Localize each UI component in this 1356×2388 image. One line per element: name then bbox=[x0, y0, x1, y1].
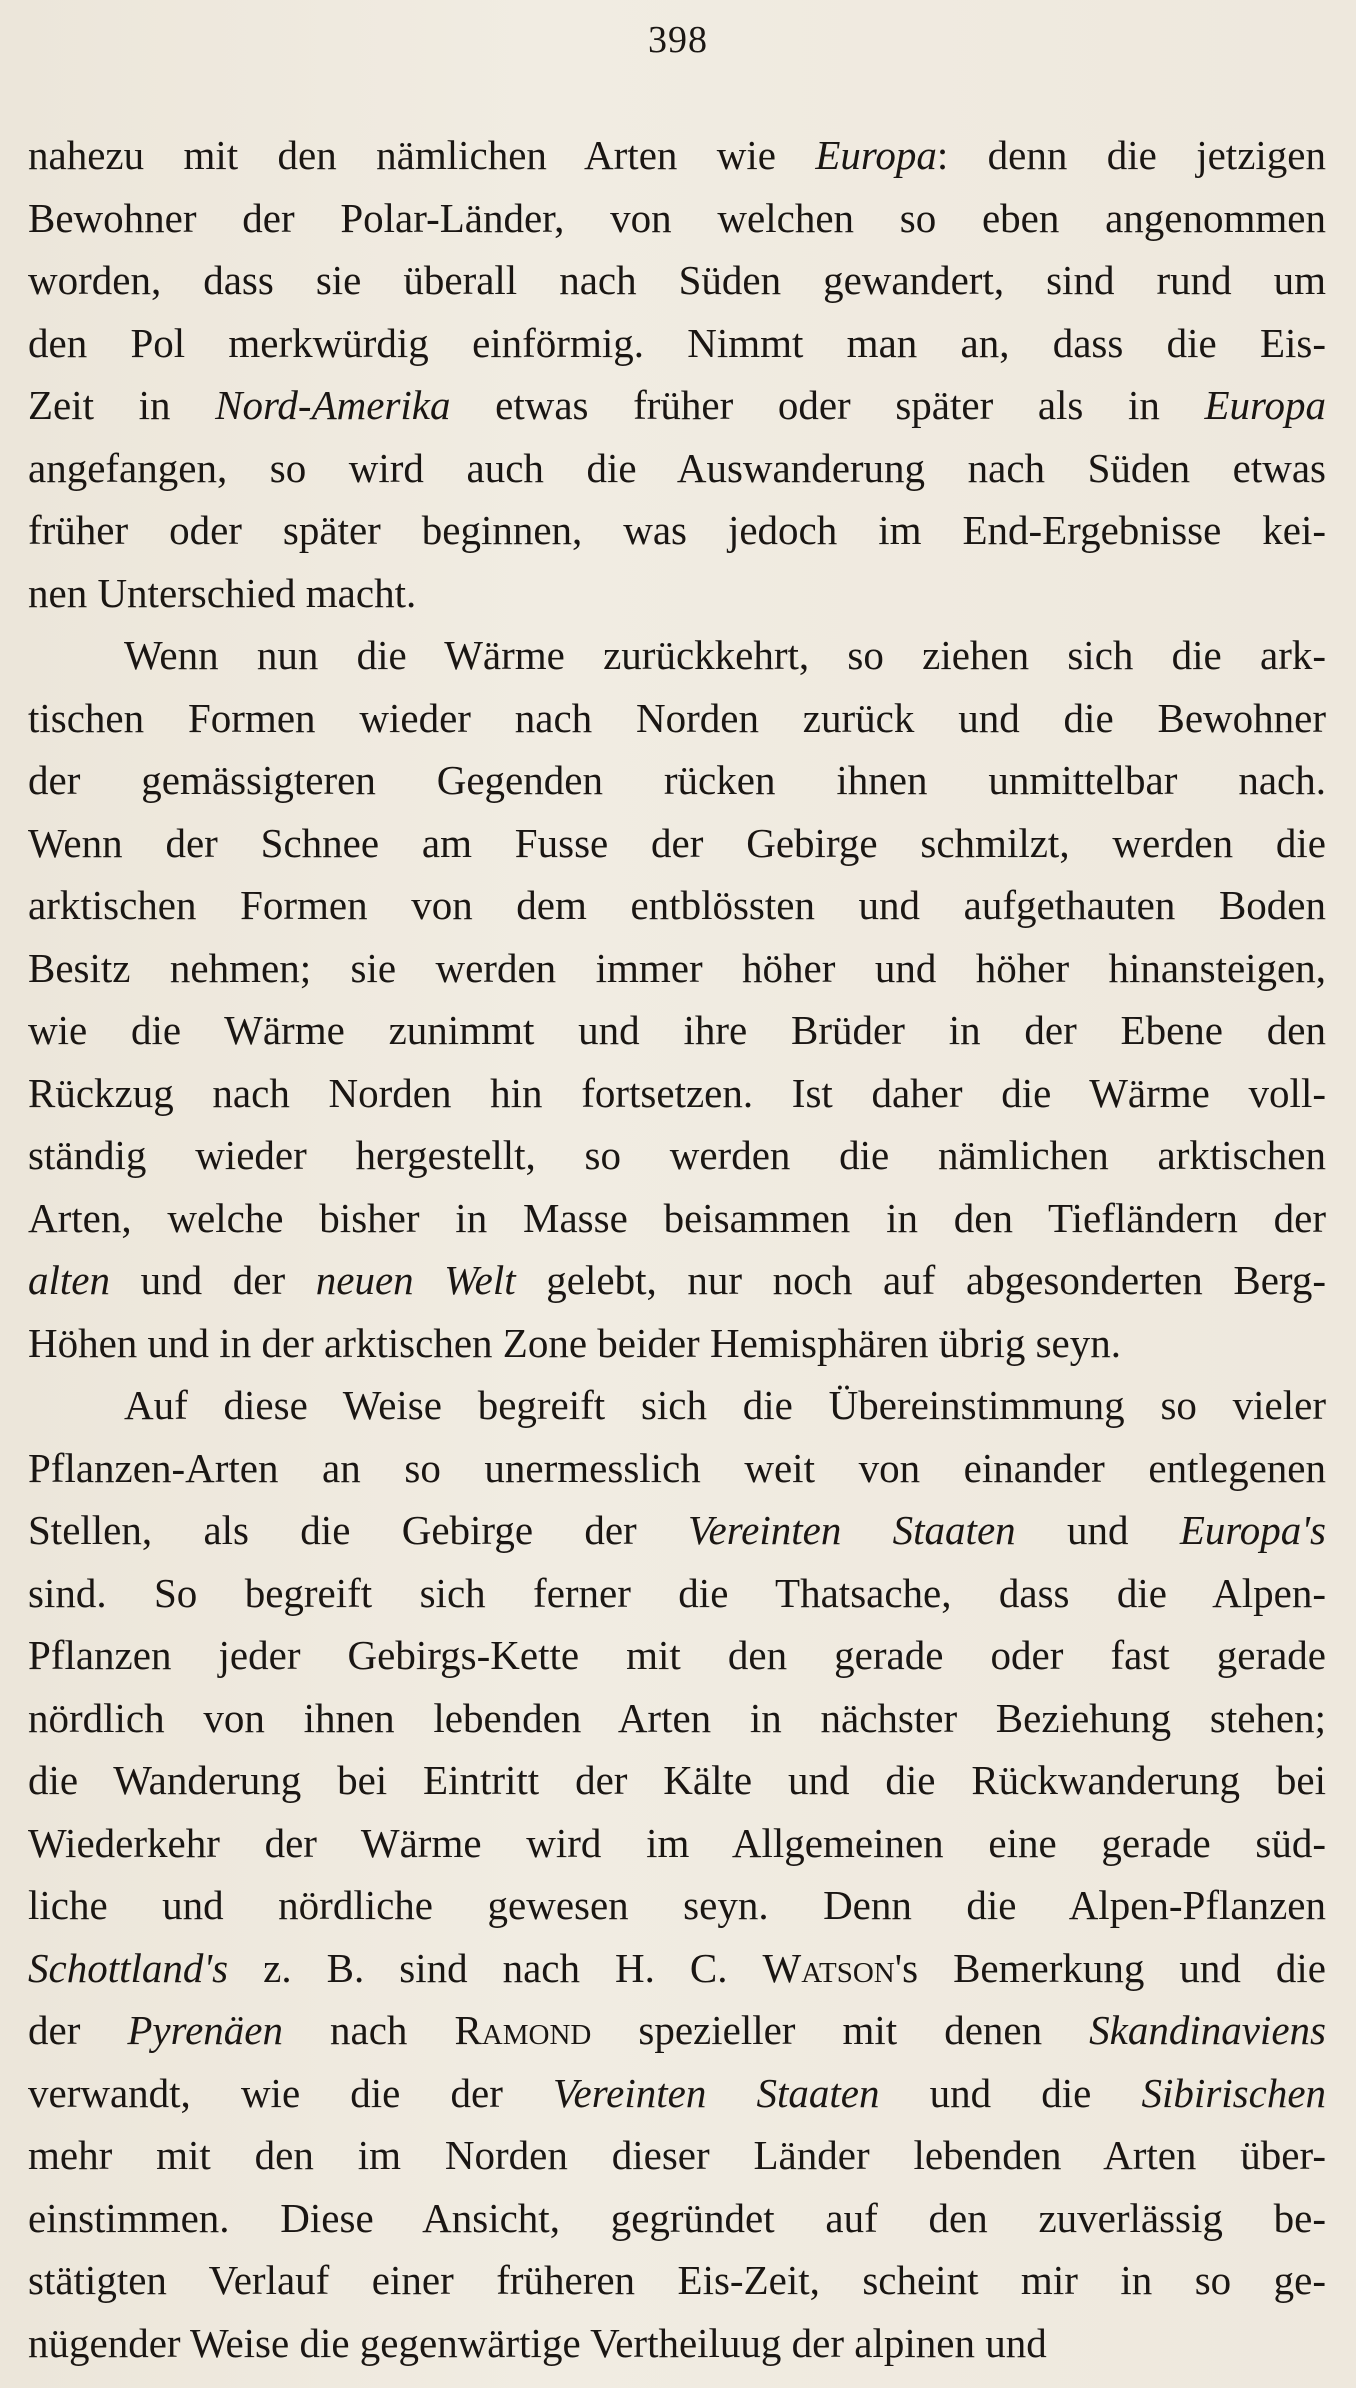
text-segment: nach bbox=[282, 2007, 455, 2053]
text-line bbox=[28, 374, 1326, 437]
text-line bbox=[28, 937, 1326, 1000]
text-segment: tischen Formen wieder nach Norden zurück und die Bewohner bbox=[28, 694, 1326, 741]
text-line bbox=[28, 687, 1326, 750]
text-line bbox=[28, 1624, 1326, 1687]
text-segment: nahezu mit den nämlichen Arten wie bbox=[28, 132, 816, 178]
italic-text: Sibirischen bbox=[1141, 2069, 1326, 2116]
text-segment: Wenn der Schnee am Fusse der Gebirge schmilzt, werden die bbox=[28, 819, 1326, 866]
text-line bbox=[28, 1374, 1326, 1437]
text-line bbox=[28, 1562, 1326, 1625]
italic-text: Nord-Amerika bbox=[215, 382, 451, 428]
text-segment: 's Bemerkung und die bbox=[894, 1944, 1326, 1991]
text-segment: den Pol merkwürdig einförmig. Nimmt man an, dass die Eis- bbox=[28, 319, 1326, 366]
text-segment: Pflanzen jeder Gebirgs-Kette mit den gerade oder fast gerade bbox=[28, 1632, 1326, 1678]
italic-text: Vereinten Staaten bbox=[553, 2069, 880, 2116]
text-segment: arktischen Formen von dem entblössten und aufgethauten Boden bbox=[28, 882, 1326, 928]
text-segment: Höhen und in der arktischen Zone beider Hemisphären übrig seyn. bbox=[28, 1319, 1122, 1366]
text-line bbox=[28, 2312, 1326, 2375]
text-segment: einstimmen. Diese Ansicht, gegründet auf den zuverlässig be- bbox=[28, 2194, 1326, 2241]
text-line bbox=[28, 437, 1326, 500]
text-line bbox=[28, 1874, 1326, 1937]
text-segment: Wenn nun die Wärme zurückkehrt, so ziehen sich die ark- bbox=[124, 632, 1326, 678]
text-line bbox=[28, 124, 1326, 187]
text-line bbox=[28, 1687, 1326, 1750]
text-segment: sind. So begreift sich ferner die Thatsache, dass die Alpen- bbox=[28, 1569, 1326, 1616]
paragraph bbox=[28, 1374, 1326, 2374]
small-caps-name: Watson bbox=[762, 1944, 895, 1991]
text-segment: angefangen, so wird auch die Auswanderung nach Süden etwas bbox=[28, 444, 1326, 491]
text-line bbox=[28, 999, 1326, 1062]
text-segment: der gemässigteren Gegenden rücken ihnen unmittelbar nach. bbox=[28, 757, 1326, 803]
text-line bbox=[28, 2062, 1326, 2125]
text-segment: Besitz nehmen; sie werden immer höher und höher hinansteigen, bbox=[28, 944, 1326, 991]
text-line bbox=[28, 624, 1326, 687]
text-line bbox=[28, 2249, 1326, 2312]
italic-text: Europa's bbox=[1179, 1507, 1326, 1553]
text-line bbox=[28, 1812, 1326, 1875]
text-line bbox=[28, 499, 1326, 562]
text-segment: nen Unterschied macht. bbox=[28, 569, 417, 616]
text-segment: früher oder später beginnen, was jedoch im End-Ergebnisse kei- bbox=[28, 507, 1326, 553]
text-line bbox=[28, 2124, 1326, 2187]
text-segment: : denn die jetzigen bbox=[936, 132, 1326, 178]
text-segment: die Wanderung bei Eintritt der Kälte und die Rückwanderung bei bbox=[28, 1757, 1326, 1803]
text-segment: spezieller mit denen bbox=[591, 2007, 1090, 2053]
text-segment: und die bbox=[879, 2069, 1142, 2116]
text-line bbox=[28, 249, 1326, 312]
text-line bbox=[28, 562, 1326, 625]
italic-text: Europa bbox=[1204, 382, 1326, 428]
text-line bbox=[28, 1187, 1326, 1250]
text-line bbox=[28, 312, 1326, 375]
italic-text: Skandinaviens bbox=[1089, 2007, 1326, 2053]
text-line bbox=[28, 1937, 1326, 2000]
italic-text: neuen Welt bbox=[315, 1257, 516, 1303]
text-line bbox=[28, 749, 1326, 812]
text-segment: Arten, welche bisher in Masse beisammen in den Tiefländern der bbox=[28, 1194, 1326, 1241]
text-line bbox=[28, 1499, 1326, 1562]
text-segment: und der bbox=[109, 1257, 316, 1303]
text-line bbox=[28, 1749, 1326, 1812]
text-segment: gelebt, nur noch auf abgesonderten Berg- bbox=[515, 1257, 1326, 1303]
text-segment: nördlich von ihnen lebenden Arten in nächster Beziehung stehen; bbox=[28, 1694, 1326, 1741]
paragraph bbox=[28, 624, 1326, 1374]
text-segment: ständig wieder hergestellt, so werden die nämlichen arktischen bbox=[28, 1132, 1326, 1178]
small-caps-name: Ramond bbox=[454, 2007, 592, 2053]
text-line bbox=[28, 2187, 1326, 2250]
text-segment: Pflanzen-Arten an so unermesslich weit von einander entlegenen bbox=[28, 1444, 1326, 1491]
text-segment: Stellen, als die Gebirge der bbox=[28, 1507, 689, 1553]
text-line bbox=[28, 1124, 1326, 1187]
text-segment: der bbox=[28, 2007, 128, 2053]
text-segment: Wiederkehr der Wärme wird im Allgemeinen eine gerade süd- bbox=[28, 1819, 1326, 1866]
text-line bbox=[28, 1437, 1326, 1500]
text-segment: nügender Weise die gegenwärtige Vertheiluug der alpinen und bbox=[28, 2319, 1047, 2366]
page-number: 398 bbox=[648, 19, 708, 61]
text-segment: verwandt, wie die der bbox=[28, 2069, 554, 2116]
text-segment: wie die Wärme zunimmt und ihre Brüder in der Ebene den bbox=[28, 1007, 1326, 1053]
text-line bbox=[28, 812, 1326, 875]
text-segment: Rückzug nach Norden hin fortsetzen. Ist daher die Wärme voll- bbox=[28, 1069, 1326, 1116]
paragraph bbox=[28, 124, 1326, 624]
text-segment: stätigten Verlauf einer früheren Eis-Zeit, scheint mir in so ge- bbox=[28, 2257, 1326, 2303]
text-segment: Zeit in bbox=[28, 382, 216, 428]
text-segment: liche und nördliche gewesen seyn. Denn die Alpen-Pflanzen bbox=[28, 1882, 1326, 1928]
text-segment: Auf diese Weise begreift sich die Übereinstimmung so vieler bbox=[124, 1382, 1326, 1428]
text-segment: z. B. sind nach H. C. bbox=[228, 1944, 763, 1991]
text-segment: mehr mit den im Norden dieser Länder lebenden Arten über- bbox=[28, 2132, 1326, 2178]
text-line bbox=[28, 874, 1326, 937]
text-line bbox=[28, 1312, 1326, 1375]
italic-text: Pyrenäen bbox=[127, 2007, 283, 2053]
italic-text: Vereinten Staaten bbox=[688, 1507, 1016, 1553]
text-line bbox=[28, 1062, 1326, 1125]
italic-text: Schottland's bbox=[28, 1944, 229, 1991]
text-segment: worden, dass sie überall nach Süden gewandert, sind rund um bbox=[28, 257, 1326, 303]
italic-text: alten bbox=[28, 1257, 110, 1303]
text-segment: etwas früher oder später als in bbox=[450, 382, 1205, 428]
italic-text: Europa bbox=[815, 132, 937, 178]
text-segment: und bbox=[1015, 1507, 1180, 1553]
text-line bbox=[28, 1999, 1326, 2062]
text-line bbox=[28, 187, 1326, 250]
text-line bbox=[28, 1249, 1326, 1312]
body-text bbox=[28, 124, 1326, 2374]
text-segment: Bewohner der Polar-Länder, von welchen so eben angenommen bbox=[28, 194, 1326, 241]
